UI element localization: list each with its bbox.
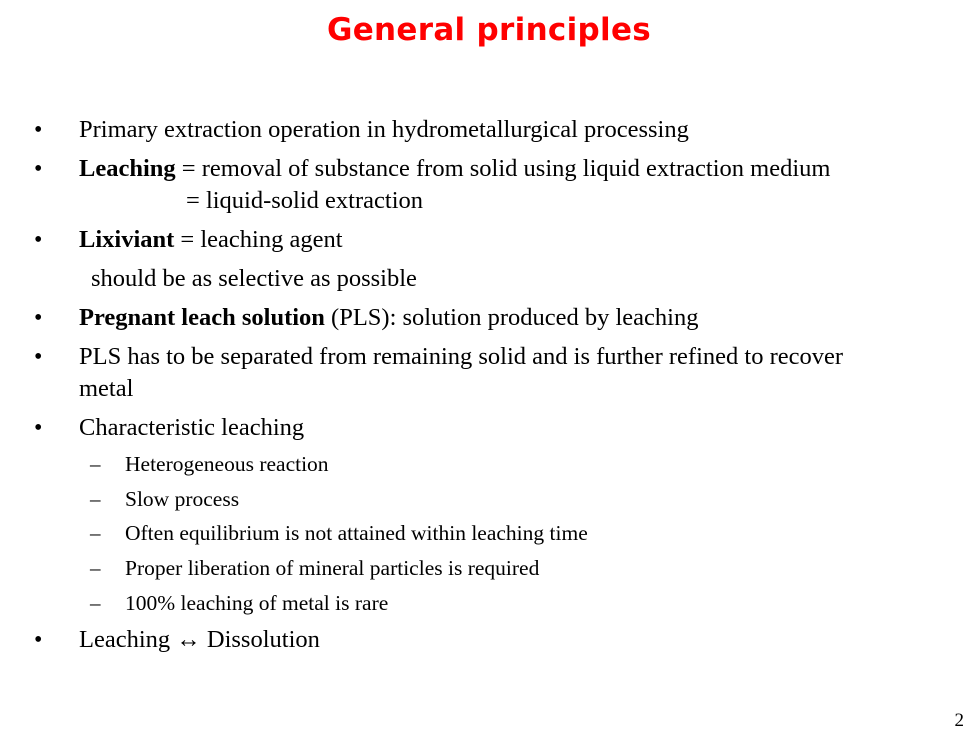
- bullet-symbol: •: [34, 227, 43, 253]
- sub-item-text: Slow process: [125, 487, 240, 511]
- page-number: 2: [954, 710, 964, 731]
- bullet-text: Characteristic leaching: [79, 414, 305, 441]
- dash-symbol: –: [90, 452, 101, 476]
- bullet-continuation: should be as selective as possible: [91, 265, 417, 292]
- slide-title: General principles: [326, 12, 652, 48]
- bullet-continuation: metal: [79, 375, 134, 402]
- bullet-symbol: •: [34, 305, 43, 331]
- bullet-term: Leaching: [79, 155, 176, 182]
- sub-item-text: Heterogeneous reaction: [125, 452, 329, 476]
- bullet-symbol: •: [34, 117, 43, 143]
- dash-symbol: –: [90, 591, 101, 615]
- bullet-symbol: •: [34, 156, 43, 182]
- bullet-text: Primary extraction operation in hydrometallurgical processing: [79, 116, 689, 143]
- dash-symbol: –: [90, 487, 101, 511]
- bullet-text: Leaching ↔ Dissolution: [79, 626, 320, 653]
- sub-item-text: Proper liberation of mineral particles is required: [125, 556, 540, 580]
- sub-item-text: Often equilibrium is not attained within leaching time: [125, 521, 588, 545]
- dash-symbol: –: [90, 556, 101, 580]
- bullet-symbol: •: [34, 627, 43, 653]
- bullet-symbol: •: [34, 344, 43, 370]
- bullet-text: = removal of substance from solid using liquid extraction medium: [175, 155, 831, 182]
- dash-symbol: –: [90, 521, 101, 545]
- bullet-text: PLS has to be separated from remaining solid and is further refined to recover: [79, 343, 844, 370]
- bullet-term: Lixiviant: [79, 226, 175, 253]
- sub-item-text: 100% leaching of metal is rare: [125, 591, 389, 615]
- bullet-continuation: = liquid-solid extraction: [186, 187, 423, 214]
- bullet-symbol: •: [34, 415, 43, 441]
- bullet-text: (PLS): solution produced by leaching: [324, 304, 699, 331]
- bullet-text: = leaching agent: [174, 226, 343, 253]
- bullet-term: Pregnant leach solution: [79, 304, 325, 331]
